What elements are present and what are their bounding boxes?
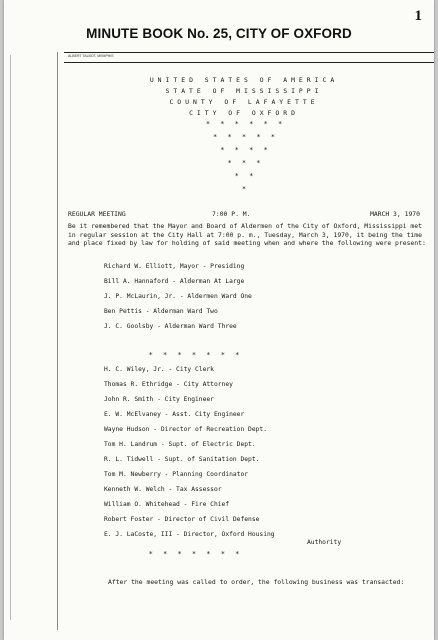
margin-rule xyxy=(57,52,58,630)
page-number: 1 xyxy=(414,8,422,24)
attendee-line: J. C. Goolsby - Alderman Ward Three xyxy=(104,323,237,330)
staff-line: E. W. McElvaney - Asst. City Engineer xyxy=(104,411,245,418)
heading-country: UNITED STATES OF AMERICA xyxy=(149,76,339,84)
attendee-line: Bill A. Hannaford - Alderman At Large xyxy=(104,278,245,285)
star-row: * * * * * xyxy=(213,133,275,141)
staff-line: R. L. Tidwell - Supt. of Sanitation Dept. xyxy=(104,456,260,463)
meeting-time: 7:00 P. M. xyxy=(212,210,251,218)
staff-line-continued: Authority xyxy=(307,539,342,546)
printer-mark: ALBERT TALBOT, MEMPHIS xyxy=(68,54,114,58)
staff-line: Wayne Hudson - Director of Recreation Dept. xyxy=(104,426,268,433)
meeting-type: REGULAR MEETING xyxy=(68,210,126,218)
heading-city: CITY OF OXFORD xyxy=(189,109,299,117)
intro-paragraph: Be it remembered that the Mayor and Board of Aldermen of the City of Oxford, Mississippi met in regular session at the City Hall at 7:00 p. m., Tuesday, March 3, 1970, it being the time and place fixed by law for holding of said meeting when and where the following were present: xyxy=(68,222,426,248)
staff-line: John R. Smith - City Engineer xyxy=(104,396,214,403)
minute-book-page xyxy=(4,0,434,640)
separator-stars: * * * * * * * xyxy=(148,351,240,359)
book-title: MINUTE BOOK No. 25, CITY OF OXFORD xyxy=(86,26,352,41)
attendee-line: Ben Pettis - Alderman Ward Two xyxy=(104,308,218,315)
star-row: * * * * xyxy=(220,146,268,154)
staff-line: Thomas R. Ethridge - City Attorney xyxy=(104,381,233,388)
heading-county: COUNTY OF LAFAYETTE xyxy=(169,98,319,106)
star-row: * * xyxy=(234,172,254,180)
staff-line: Tom H. Landrum - Supt. of Electric Dept. xyxy=(104,441,256,448)
staff-line: Tom M. Newberry - Planning Coordinator xyxy=(104,471,249,478)
meeting-date: MARCH 3, 1970 xyxy=(369,210,420,218)
attendee-line: J. P. McLaurin, Jr. - Aldermen Ward One xyxy=(104,293,252,300)
attendee-line: Richard W. Elliott, Mayor - Presiding xyxy=(104,263,245,270)
separator-stars: * * * * * * * xyxy=(148,550,240,558)
star-row: * * * * * * xyxy=(205,120,283,128)
heading-state: STATE OF MISSISSIPPI xyxy=(165,87,323,95)
staff-line: H. C. Wiley, Jr. - City Clerk xyxy=(104,366,214,373)
star-row: * xyxy=(241,185,247,193)
header-rule-top xyxy=(64,52,434,53)
staff-line: Kenneth W. Welch - Tax Assessor xyxy=(104,486,222,493)
header-rule-bottom xyxy=(64,62,434,63)
staff-line: E. J. LaCoste, III - Director, Oxford Housing xyxy=(104,531,275,538)
staff-line: William O. Whitehead - Fire Chief xyxy=(104,501,230,508)
closing-paragraph: After the meeting was called to order, the following business was transacted: xyxy=(108,578,405,586)
edge-rule xyxy=(10,55,11,620)
star-row: * * * xyxy=(227,159,261,167)
staff-line: Robert Foster - Director of Civil Defense xyxy=(104,516,260,523)
